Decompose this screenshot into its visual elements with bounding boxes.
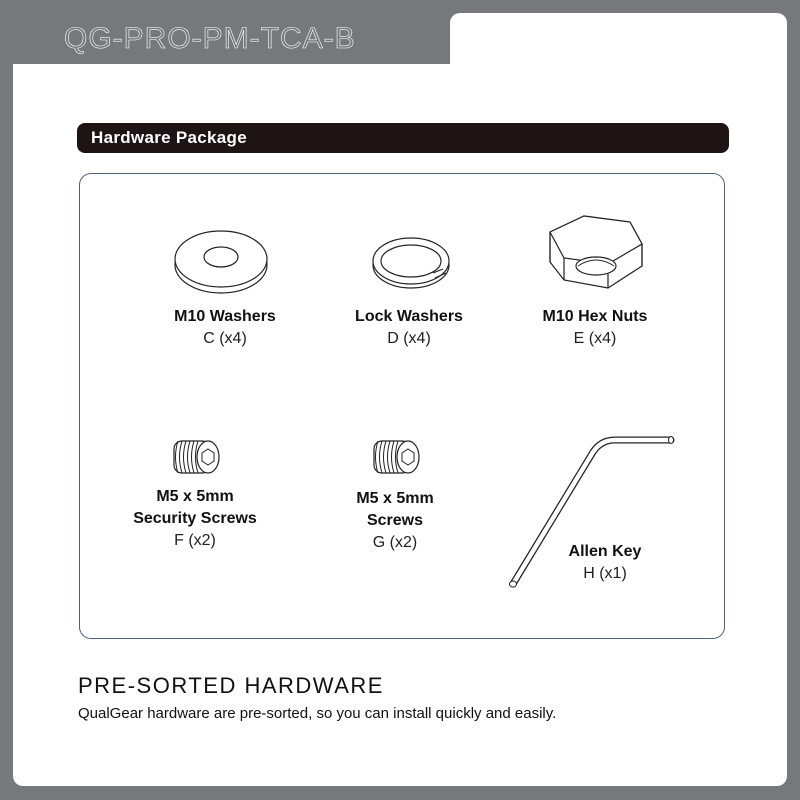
flat-washer-icon <box>173 227 269 297</box>
content-panel-top-tab <box>450 13 787 83</box>
promo-heading: PRE-SORTED HARDWARE <box>78 673 384 698</box>
item-m10-hex-nuts <box>515 306 675 350</box>
item-code-qty: D (x4) <box>387 330 431 347</box>
item-name: M10 Hex Nuts <box>542 308 648 325</box>
item-code-qty: H (x1) <box>583 565 627 582</box>
item-code-qty: F (x2) <box>174 532 216 549</box>
item-name-line1: M5 x 5mm <box>156 488 234 505</box>
item-name: Lock Washers <box>355 308 463 325</box>
item-m10-washers <box>140 306 310 350</box>
item-code-qty: E (x4) <box>573 330 617 347</box>
section-header-bar <box>77 123 729 153</box>
lock-washer-icon <box>371 236 451 290</box>
item-name-line1: M5 x 5mm <box>356 490 434 507</box>
item-name: Allen Key <box>568 543 642 560</box>
security-screw-icon <box>170 437 222 477</box>
model-title: QG-PRO-PM-TCA-B <box>64 22 356 55</box>
item-name-line2: Security Screws <box>133 510 257 527</box>
section-title: Hardware Package <box>91 128 247 147</box>
hex-nut-icon <box>548 214 644 292</box>
item-allen-key <box>540 541 670 585</box>
item-name-line2: Screws <box>366 512 424 529</box>
item-name: M10 Washers <box>174 308 276 325</box>
item-security-screws <box>110 486 280 552</box>
item-screws <box>320 488 470 554</box>
set-screw-icon <box>370 437 422 477</box>
promo-description: QualGear hardware are pre-sorted, so you can install quickly and easily. <box>78 705 557 722</box>
item-code-qty: C (x4) <box>203 330 247 347</box>
item-lock-washers <box>326 306 492 350</box>
item-code-qty: G (x2) <box>372 534 418 551</box>
